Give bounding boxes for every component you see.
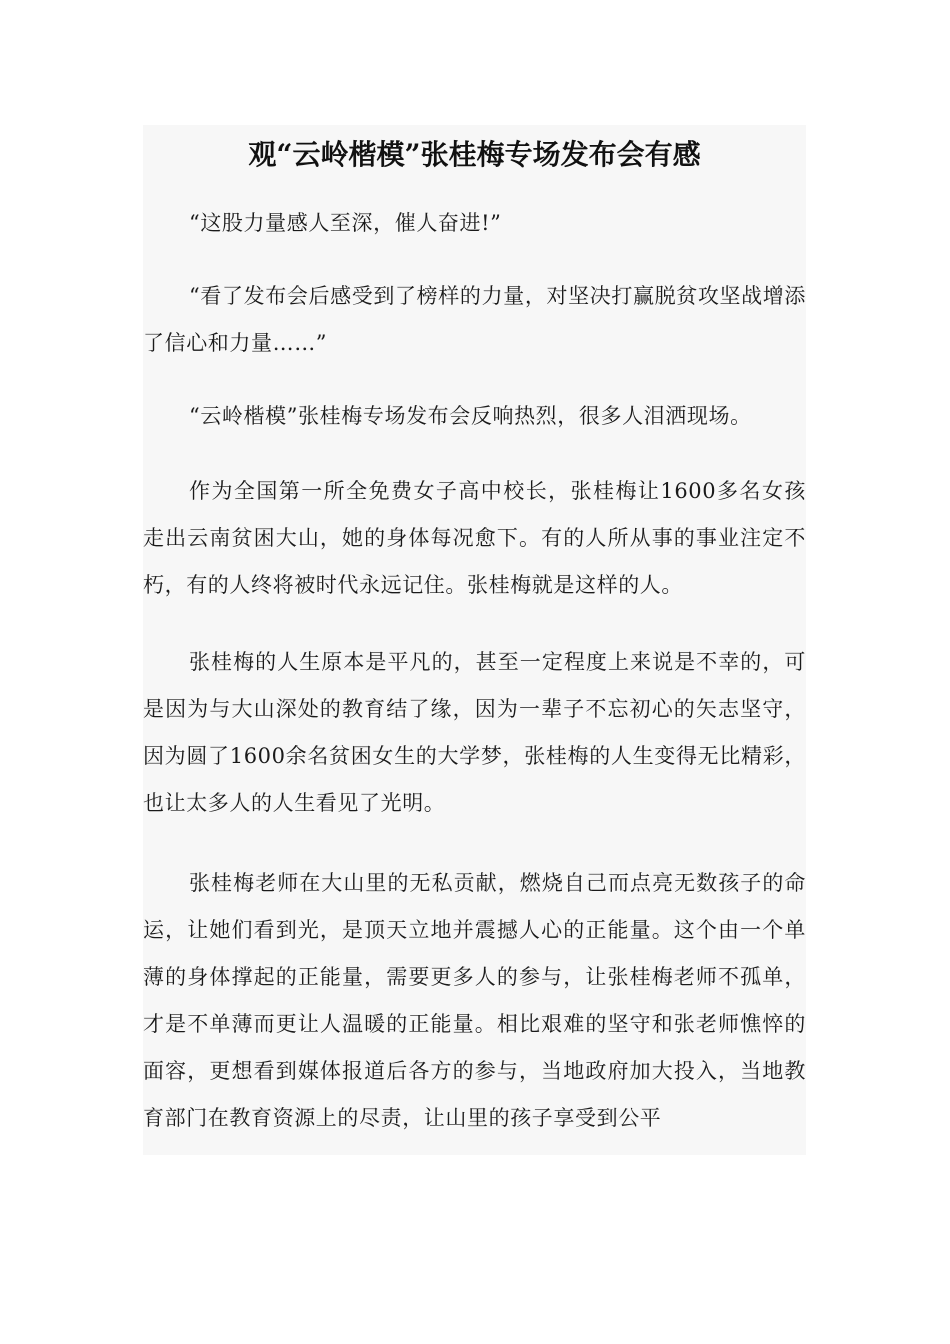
document-title: 观“云岭楷模”张桂梅专场发布会有感 (248, 138, 701, 171)
paragraph-life: 张桂梅的人生原本是平凡的，甚至一定程度上来说是不幸的，可是因为与大山深处的教育结了缘，因为一辈子不忘初心的矢志坚守，因为圆了1600余名贫困女生的大学梦，张桂梅的人生变得无比精彩，也让太多人的人生看见了光明。 (143, 650, 806, 815)
paragraph-quote-2: “看了发布会后感受到了榜样的力量，对坚决打赢脱贫攻坚战增添了信心和力量……” (143, 284, 806, 355)
paragraph-contribution: 张桂梅老师在大山里的无私贡献，燃烧自己而点亮无数孩子的命运，让她们看到光，是顶天立地并震撼人心的正能量。这个由一个单薄的身体撑起的正能量，需要更多人的参与，让张桂梅老师不孤单，才是不单薄而更让人温暖的正能量。相比艰难的坚守和张老师憔悴的面容，更想看到媒体报道后各方的参与，当地政府加大投入，当地教育部门在教育资源上的尽责，让山里的孩子享受到公平 (143, 871, 806, 1130)
paragraph-quote-3: “云岭楷模”张桂梅专场发布会反响热烈，很多人泪洒现场。 (189, 404, 752, 428)
paragraph-principal: 作为全国第一所全免费女子高中校长，张桂梅让1600多名女孩走出云南贫困大山，她的身体每况愈下。有的人所从事的事业注定不朽，有的人终将被时代永远记住。张桂梅就是这样的人。 (143, 479, 806, 597)
paragraph-quote-1: “这股力量感人至深，催人奋进!” (189, 211, 502, 235)
article-body (143, 125, 806, 1155)
